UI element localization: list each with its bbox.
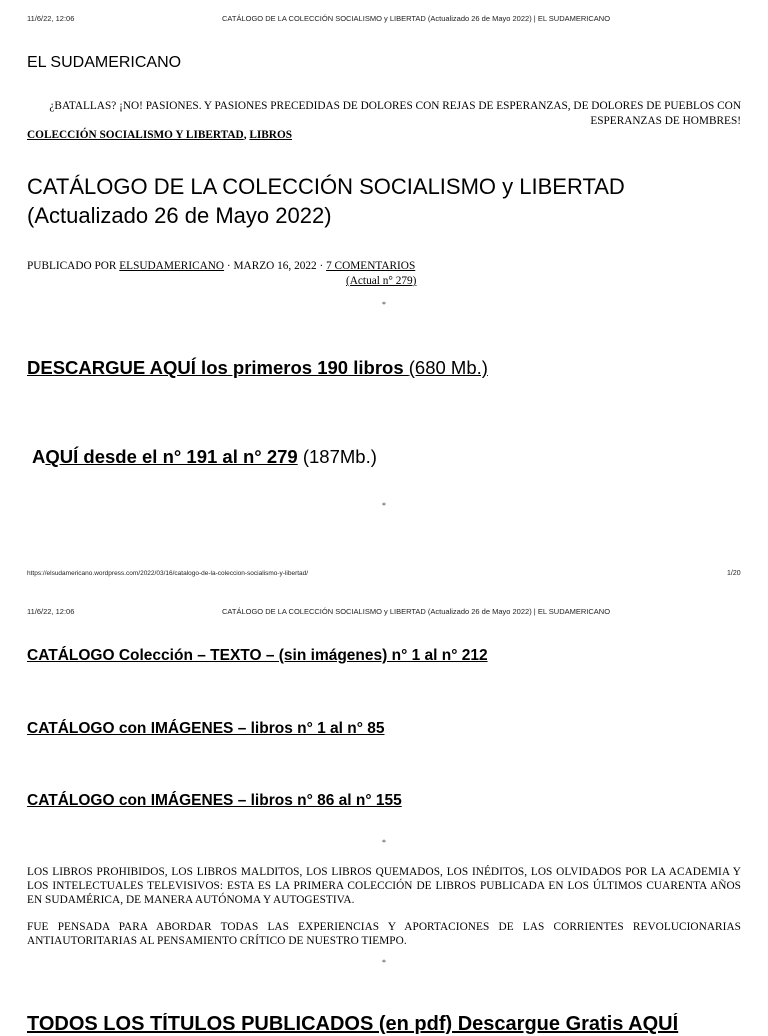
download-all-label: DESCARGUE AQUÍ los primeros 190 libros	[27, 357, 409, 378]
download-new-size: (187Mb.)	[297, 446, 377, 467]
meta-date: · MARZO 16, 2022 ·	[224, 260, 327, 272]
category-socialismo-link[interactable]: COLECCIÓN SOCIALISMO Y LIBERTAD	[27, 129, 244, 141]
comments-link[interactable]: 7 COMENTARIOS	[326, 260, 416, 272]
download-all-size: (680 Mb.)	[408, 357, 488, 378]
footer-url: https://elsudamericano.wordpress.com/2022/03/16/catalogo-de-la-coleccion-socialismo-y-libertad/	[27, 570, 309, 577]
print-date: 11/6/22, 12:06	[27, 607, 75, 616]
catalog-images-2-link[interactable]: CATÁLOGO con IMÁGENES – libros n° 86 al n° 155	[27, 792, 402, 809]
post-title-line1: CATÁLOGO DE LA COLECCIÓN SOCIALISMO y LIBERTAD	[27, 174, 625, 199]
separator-star: *	[382, 838, 386, 847]
author-link[interactable]: ELSUDAMERICANO	[119, 260, 225, 272]
download-all-link[interactable]	[27, 357, 488, 379]
purpose-paragraph: FUE PENSADA PARA ABORDAR TODAS LAS EXPERIENCIAS Y APORTACIONES DE LAS CORRIENTES REVOLUCIONARIAS ANTIAUTORITARIAS AL PENSAMIENTO CRÍTICO DE NUESTRO TIEMPO.	[27, 921, 741, 947]
intro-paragraph: LOS LIBROS PROHIBIDOS, LOS LIBROS MALDITOS, LOS LIBROS QUEMADOS, LOS INÉDITOS, LOS OLVIDADOS POR LA ACADEMIA Y LOS INTELECTUALES TELEVISIVOS: ESTA ES LA PRIMERA COLECCIÓN DE LIBROS PUBLICADA EN LOS ÚLTIMOS CUARENTA AÑOS EN SUDAMÉRICA, DE MANERA AUTÓNOMA Y AUTOGESTIVA.	[27, 866, 741, 906]
category-separator: ,	[243, 129, 250, 141]
post-meta	[27, 260, 415, 272]
category-links	[27, 129, 292, 141]
print-title: CATÁLOGO DE LA COLECCIÓN SOCIALISMO y LIBERTAD (Actualizado 26 de Mayo 2022) | EL SUDAMERICANO	[222, 607, 611, 616]
print-title: CATÁLOGO DE LA COLECCIÓN SOCIALISMO y LIBERTAD (Actualizado 26 de Mayo 2022) | EL SUDAMERICANO	[222, 14, 611, 23]
separator-star: *	[382, 958, 386, 967]
catalog-images-1-link[interactable]: CATÁLOGO con IMÁGENES – libros n° 1 al n° 85	[27, 720, 385, 737]
post-title-line2: (Actualizado 26 de Mayo 2022)	[27, 203, 332, 228]
download-new-label: QUÍ desde el n° 191 al n° 279	[45, 446, 298, 467]
page-number: 1/20	[727, 570, 741, 577]
actual-count: (Actual n° 279)	[346, 275, 417, 287]
download-new-lead: A	[32, 446, 46, 467]
print-date: 11/6/22, 12:06	[27, 14, 75, 23]
category-libros-link[interactable]: LIBROS	[249, 129, 293, 141]
download-new-link[interactable]	[32, 446, 377, 468]
site-tagline: ¿BATALLAS? ¡NO! PASIONES. Y PASIONES PRECEDIDAS DE DOLORES CON REJAS DE ESPERANZAS, DE DOLORES DE PUEBLOS CON ESPERANZAS DE HOMBRES!	[49, 100, 741, 127]
post-title	[27, 172, 625, 230]
site-name[interactable]: EL SUDAMERICANO	[27, 54, 182, 71]
all-titles-download-link[interactable]: TODOS LOS TÍTULOS PUBLICADOS (en pdf) Descargue Gratis AQUÍ	[27, 1013, 679, 1035]
catalog-text-link[interactable]: CATÁLOGO Colección – TEXTO – (sin imágenes) n° 1 al n° 212	[27, 647, 488, 664]
separator-star: *	[382, 300, 386, 309]
meta-prefix: PUBLICADO POR	[27, 260, 120, 272]
separator-star: *	[382, 501, 386, 510]
